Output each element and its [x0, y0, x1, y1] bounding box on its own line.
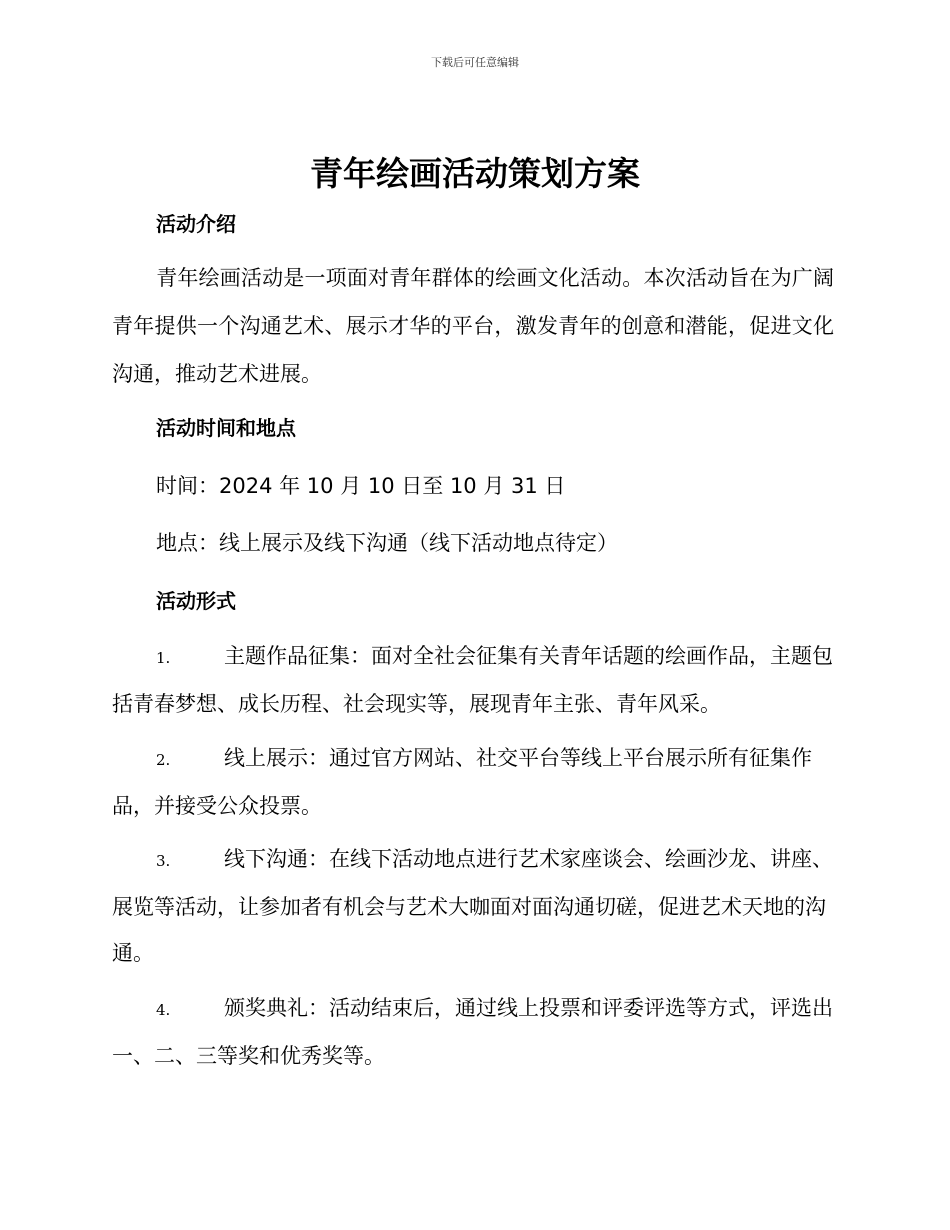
list-item-text: 主题作品征集：面对全社会征集有关青年话题的绘画作品，主题包括青春梦想、成长历程、社会现实等，展现青年主张、青年风采。 [112, 644, 833, 716]
intro-text: 青年绘画活动是一项面对青年群体的绘画文化活动。本次活动旨在为广阔青年提供一个沟通艺术、展示才华的平台，激发青年的创意和潜能，促进文化沟通，推动艺术进展。 [112, 266, 834, 386]
intro-paragraph [112, 254, 834, 398]
section-heading-format: 活动形式 [156, 589, 236, 613]
list-item-number: 1. [156, 649, 171, 667]
list-item-number: 4. [156, 1001, 171, 1019]
list-item [112, 985, 834, 1079]
list-item [112, 735, 834, 829]
event-place: 地点：线上展示及线下沟通（线下活动地点待定） [156, 531, 618, 555]
list-item [112, 633, 834, 727]
event-time: 时间：2024 年 10 月 10 日至 10 月 31 日 [156, 474, 566, 498]
list-item-number: 3. [156, 852, 171, 870]
section-heading-time-place: 活动时间和地点 [156, 416, 296, 440]
document-title: 青年绘画活动策划方案 [310, 154, 640, 193]
header-note: 下载后可任意编辑 [431, 56, 519, 69]
list-item-number: 2. [156, 751, 171, 769]
list-item-text: 线下沟通：在线下活动地点进行艺术家座谈会、绘画沙龙、讲座、展览等活动，让参加者有机会与艺术大咖面对面沟通切磋，促进艺术天地的沟通。 [112, 847, 833, 965]
list-item-text: 颁奖典礼：活动结束后，通过线上投票和评委评选等方式，评选出一、二、三等奖和优秀奖等。 [112, 996, 833, 1068]
list-item [112, 836, 834, 976]
section-heading-intro: 活动介绍 [156, 212, 236, 236]
list-item-text: 线上展示：通过官方网站、社交平台等线上平台展示所有征集作品，并接受公众投票。 [112, 746, 812, 818]
